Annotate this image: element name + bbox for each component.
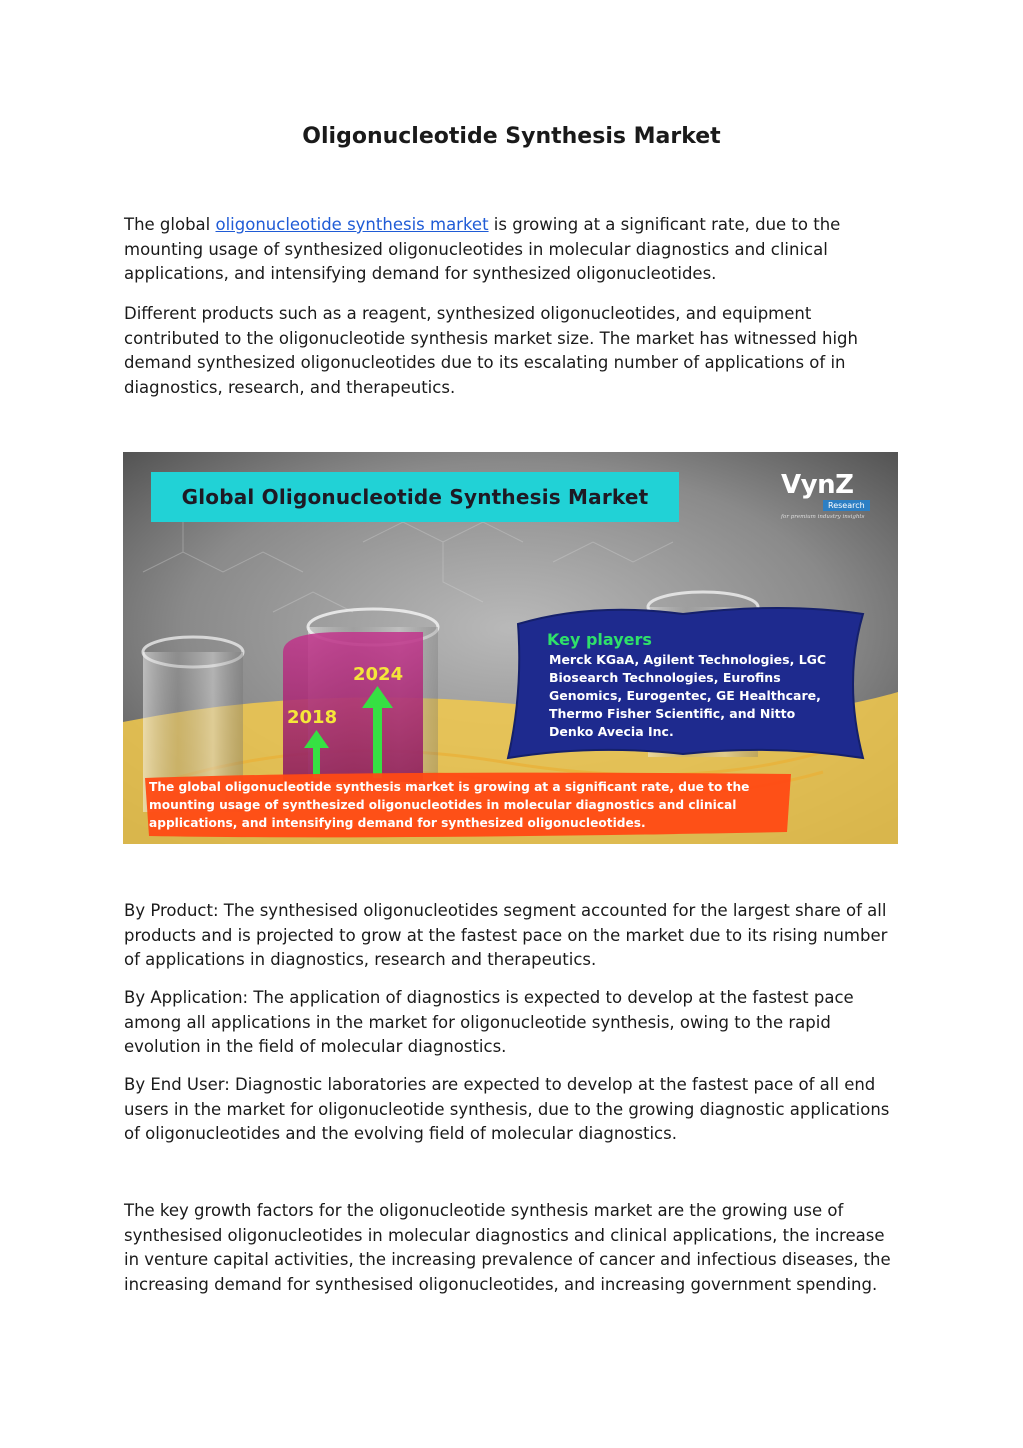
by-application-paragraph: By Application: The application of diagnostics is expected to develop at the fastest pace among all applications in the market for oligonucleotide synthesis, owing to the rapid evolution in the field of molecular diagnostics. [124,988,854,1056]
intro-text-after: is growing at a significant rate, due to the mounting usage of synthesized oligonucleotides in molecular diagnostics and clinical applications, and intensifying demand for synthesized oligonucleotides. [124,215,841,283]
market-infographic [123,452,898,844]
by-end-user-paragraph: By End User: Diagnostic laboratories are expected to develop at the fastest pace of all end users in the market for oligonucleotide synthesis, due to the growing diagnostic applications of oligonucleotides and the evolving field of molecular diagnostics. [124,1075,890,1143]
banner-title: Global Oligonucleotide Synthesis Market [181,485,649,509]
page-title: Oligonucleotide Synthesis Market [302,124,721,149]
year-start-label: 2018 [287,707,338,728]
growth-factors-paragraph: The key growth factors for the oligonucleotide synthesis market are the growing use of synthesised oligonucleotides in molecular diagnostics and clinical applications, the increase in venture capital activities, the increasing prevalence of cancer and infectious diseases, the increasing demand for synthesised oligonucleotides, and increasing government spending. [124,1201,891,1294]
year-end-label: 2024 [353,664,404,685]
market-link[interactable]: oligonucleotide synthesis market [215,215,489,234]
logo-badge: Research [823,500,870,511]
vynz-logo [781,470,881,526]
logo-wordmark: VynZ [781,470,854,500]
infographic-caption: The global oligonucleotide synthesis market is growing at a significant rate, due to the mounting usage of synthesized oligonucleotides in molecular diagnostics and clinical applications, and intensifying demand for synthesized oligonucleotides. [149,780,750,830]
logo-tagline: for premium industry insights [781,514,865,520]
by-product-paragraph: By Product: The synthesised oligonucleotides segment accounted for the largest share of all products and is projected to grow at the fastest pace on the market due to its rising number of applications in diagnostics, research and therapeutics. [124,901,888,969]
key-players-list: Merck KGaA, Agilent Technologies, LGC Biosearch Technologies, Eurofins Genomics, Eurogentec, GE Healthcare, Thermo Fisher Scientific, and Nitto Denko Avecia Inc. [549,652,827,739]
intro-paragraph [124,213,904,287]
products-paragraph: Different products such as a reagent, synthesized oligonucleotides, and equipment contributed to the oligonucleotide synthesis market size. The market has witnessed high demand synthesized oligonucleotides due to its escalating number of applications of in diagnostics, research, and therapeutics. [124,304,858,397]
intro-text-before: The global [124,215,216,234]
key-players-title: Key players [547,630,652,649]
infographic-banner [151,472,679,522]
